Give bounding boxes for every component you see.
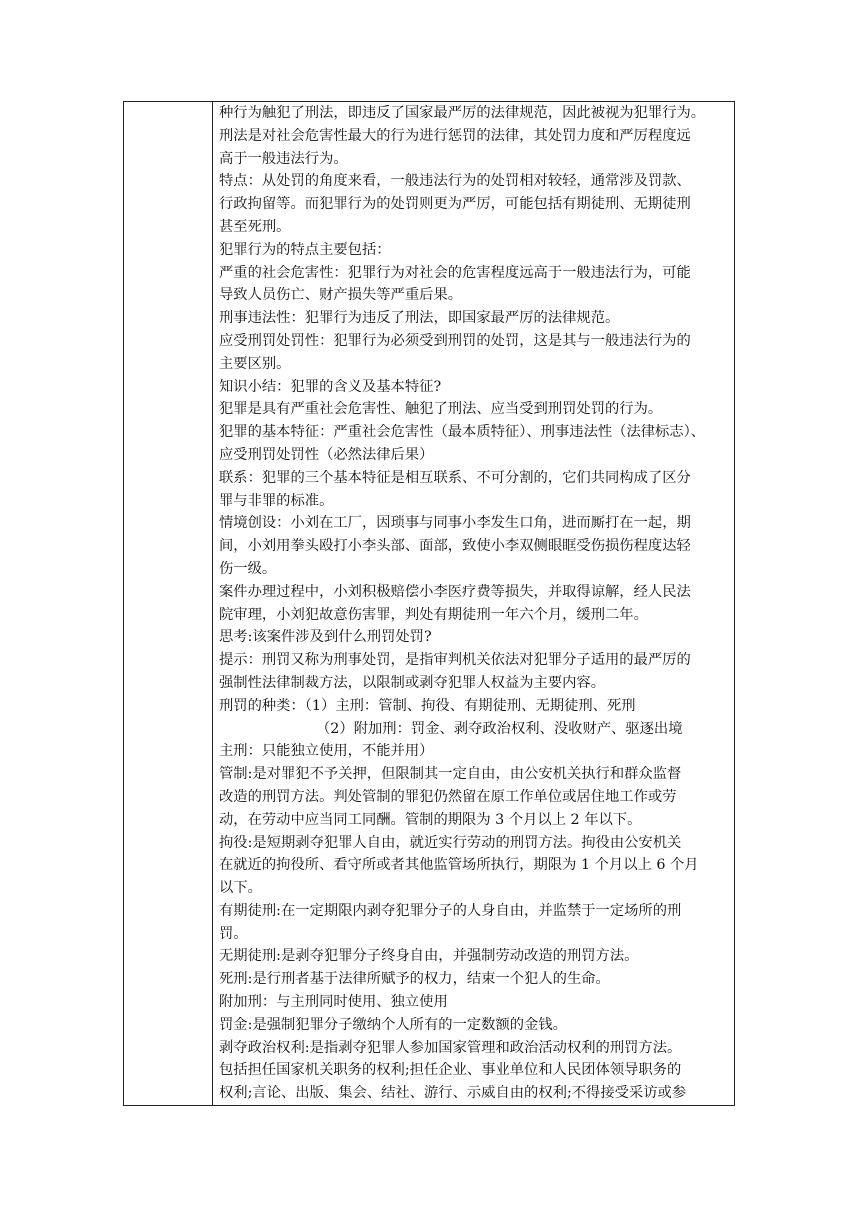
text-line: 罚。 xyxy=(219,925,248,942)
text-line: 刑事违法性：犯罪行为违反了刑法，即国家最严厉的法律规范。 xyxy=(219,310,620,327)
text-line: 思考:该案件涉及到什么刑罚处罚? xyxy=(219,629,432,646)
text-line: 行政拘留等。而犯罪行为的处罚则更为严厉，可能包括有期徒刑、无期徒刑 xyxy=(219,196,691,213)
text-line: 刑法是对社会危害性最大的行为进行惩罚的法律，其处罚力度和严厉程度远 xyxy=(219,127,691,144)
text-line: 院审理，小刘犯故意伤害罪，判处有期徒刑一年六个月，缓刑二年。 xyxy=(219,606,648,623)
text-line: 联系：犯罪的三个基本特征是相互联系、不可分割的，它们共同构成了区分 xyxy=(219,469,691,486)
text-line: 间，小刘用拳头殴打小李头部、面部，致使小李双侧眼眶受伤损伤程度达轻 xyxy=(219,538,691,555)
text-line: 权利;言论、出版、集会、结社、游行、示威自由的权利;不得接受采访或参 xyxy=(219,1085,687,1102)
text-line: 刑罚的种类：（1）主刑：管制、拘役、有期徒刑、无期徒刑、死刑 xyxy=(219,697,636,714)
table-row xyxy=(124,102,735,1106)
text-line: 特点：从处罚的角度来看，一般违法行为的处罚相对较轻，通常涉及罚款、 xyxy=(219,173,691,190)
text-line: 甚至死刑。 xyxy=(219,218,291,235)
left-column-cell xyxy=(124,102,213,1106)
text-line: 应受刑罚处罚性：犯罪行为必须受到刑罚的处罚，这是其与一般违法行为的 xyxy=(219,332,691,349)
text-line: 知识小结：犯罪的含义及基本特征? xyxy=(219,378,442,395)
text-line: 主要区别。 xyxy=(219,355,291,372)
text-line: 附加刑：与主刑同时使用、独立使用 xyxy=(219,994,448,1011)
text-line: 犯罪行为的特点主要包括： xyxy=(219,241,391,258)
text-line: 案件办理过程中，小刘积极赔偿小李医疗费等损失，并取得谅解，经人民法 xyxy=(219,583,691,600)
right-column-cell xyxy=(213,102,735,1106)
text-line: 管制:是对罪犯不予关押，但限制其一定自由，由公安机关执行和群众监督 xyxy=(219,766,682,783)
text-line: 伤一级。 xyxy=(219,560,277,577)
text-line: 剥夺政治权利:是指剥夺犯罪人参加国家管理和政治活动权利的刑罚方法。 xyxy=(219,1039,682,1056)
text-line: 包括担任国家机关职务的权利;担任企业、事业单位和人民团体领导职务的 xyxy=(219,1062,682,1079)
text-line: 导致人员伤亡、财产损失等严重后果。 xyxy=(219,287,463,304)
text-line: 改造的刑罚方法。判处管制的罪犯仍然留在原工作单位或居住地工作或劳 xyxy=(219,788,677,805)
text-line: 严重的社会危害性：犯罪行为对社会的危害程度远高于一般违法行为，可能 xyxy=(219,264,691,281)
text-line: 以下。 xyxy=(219,880,262,897)
text-line: 犯罪的基本特征：严重社会危害性（最本质特征）、刑事违法性（法律标志）、 xyxy=(219,424,706,441)
text-line: 罚金:是强制犯罪分子缴纳个人所有的一定数额的金钱。 xyxy=(219,1016,567,1033)
text-line: 拘役:是短期剥夺犯罪人自由，就近实行劳动的刑罚方法。拘役由公安机关 xyxy=(219,834,682,851)
text-line: 主刑：只能独立使用，不能并用） xyxy=(219,743,434,760)
text-line: 情境创设：小刘在工厂，因琐事与同事小李发生口角，进而厮打在一起，期 xyxy=(219,515,691,532)
text-line: 无期徒刑:是剥夺犯罪分子终身自由，并强制劳动改造的刑罚方法。 xyxy=(219,948,639,965)
text-line: 罪与非罪的标准。 xyxy=(219,492,334,509)
text-line: 在就近的拘役所、看守所或者其他监管场所执行，期限为 1 个月以上 6 个月 xyxy=(219,857,699,874)
text-line: 死刑:是行刑者基于法律所赋予的权力，结束一个犯人的生命。 xyxy=(219,971,610,988)
text-line: 有期徒刑:在一定期限内剥夺犯罪分子的人身自由，并监禁于一定场所的刑 xyxy=(219,902,682,919)
text-line: 提示：刑罚又称为刑事处罚，是指审判机关依法对犯罪分子适用的最严厉的 xyxy=(219,652,691,669)
text-line: 种行为触犯了刑法，即违反了国家最严厉的法律规范，因此被视为犯罪行为。 xyxy=(219,105,706,121)
text-line: 高于一般违法行为。 xyxy=(219,150,348,167)
content-table xyxy=(123,101,735,1106)
text-line: 犯罪是具有严重社会危害性、触犯了刑法、应当受到刑罚处罚的行为。 xyxy=(219,401,663,418)
text-line: 动，在劳动中应当同工同酬。管制的期限为 3 个月以上 2 年以下。 xyxy=(219,811,642,828)
text-line: 强制性法律制裁方法，以限制或剥夺犯罪人权益为主要内容。 xyxy=(219,674,606,691)
text-lines xyxy=(219,102,729,1105)
text-line: 应受刑罚处罚性（必然法律后果） xyxy=(219,446,434,463)
text-line: （2）附加刑：罚金、剥夺政治权利、没收财产、驱逐出境 xyxy=(316,720,683,737)
